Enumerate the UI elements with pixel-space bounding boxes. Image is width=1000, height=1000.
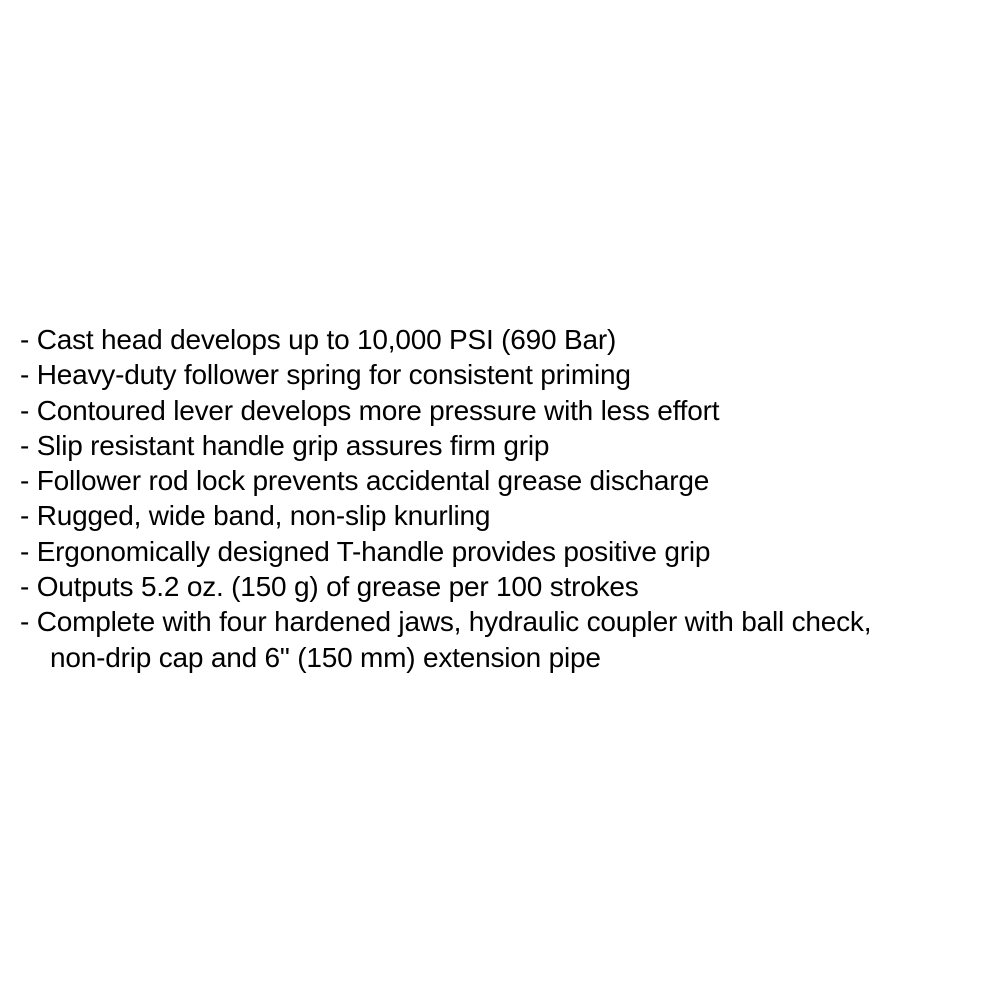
feature-text: - Contoured lever develops more pressure with less effort: [20, 394, 720, 426]
feature-item-3: [20, 393, 995, 428]
feature-text: - Rugged, wide band, non-slip knurling: [20, 500, 491, 532]
feature-item-7: [20, 534, 995, 569]
feature-item-5: [20, 463, 995, 498]
feature-text: - Cast head develops up to 10,000 PSI (690 Bar): [20, 324, 617, 355]
feature-item-2: [20, 357, 995, 392]
feature-text: - Heavy-duty follower spring for consistent priming: [20, 359, 631, 391]
feature-text: - Slip resistant handle grip assures firm grip: [20, 429, 550, 461]
feature-item-9: [20, 604, 995, 675]
feature-list: [20, 322, 995, 675]
feature-text: - Outputs 5.2 oz. (150 g) of grease per 100 strokes: [20, 571, 639, 603]
feature-item-4: [20, 428, 995, 463]
feature-item-1: [20, 322, 995, 357]
feature-item-8: [20, 569, 995, 604]
feature-item-6: [20, 498, 995, 533]
feature-text: - Complete with four hardened jaws, hydraulic coupler with ball check,: [20, 606, 872, 638]
feature-text: - Follower rod lock prevents accidental grease discharge: [20, 465, 710, 497]
feature-text-continuation: non-drip cap and 6" (150 mm) extension pipe: [50, 641, 601, 673]
feature-text: - Ergonomically designed T-handle provides positive grip: [20, 535, 711, 567]
